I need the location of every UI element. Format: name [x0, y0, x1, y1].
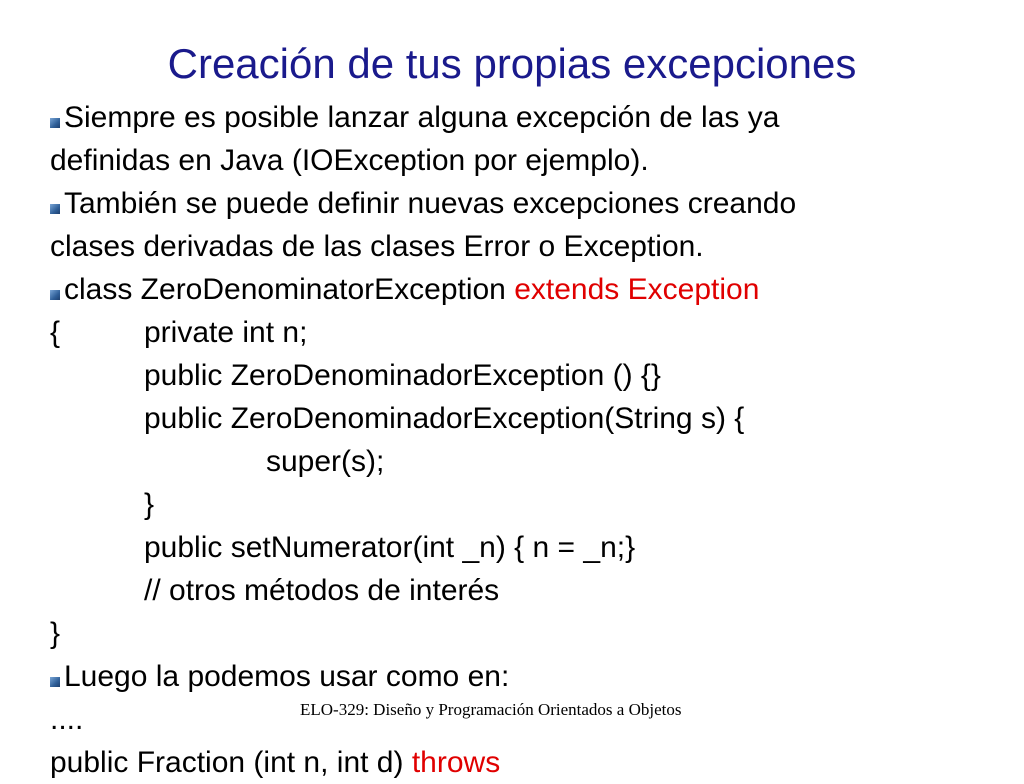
bullet-continuation [50, 139, 1024, 182]
code-line [50, 741, 1024, 784]
square-bullet-icon [50, 204, 60, 214]
bullet-line [50, 96, 1024, 139]
code-ellipsis: .... [50, 703, 84, 736]
bullet-line [50, 655, 1024, 698]
open-brace: { [50, 316, 61, 349]
class-declaration: class ZeroDenominatorException [64, 273, 515, 306]
code-line [50, 440, 1024, 483]
throws-keyword: throws [411, 746, 501, 779]
usage-intro: Luego la podemos usar como en: [64, 660, 510, 693]
code-class-declaration [50, 268, 1024, 311]
code-comment: // otros métodos de interés [144, 574, 500, 607]
code-line [50, 311, 1024, 354]
bullet-text: También se puede definir nuevas excepciones creando [64, 187, 797, 220]
code-line [50, 612, 1024, 655]
code-constructor: public ZeroDenominadorException(String s) { [144, 402, 745, 435]
extends-keyword: extends Exception [514, 273, 760, 306]
square-bullet-icon [50, 118, 60, 128]
code-field: private int n; [144, 316, 308, 349]
code-super-call: super(s); [266, 445, 385, 478]
close-brace: } [50, 617, 61, 650]
code-constructor: public ZeroDenominadorException () {} [144, 359, 661, 392]
slide-title: Creación de tus propias excepciones [167, 40, 857, 87]
square-bullet-icon [50, 290, 60, 300]
code-line [50, 354, 1024, 397]
slide-footer: ELO-329: Diseño y Programación Orientados a Objetos [300, 700, 682, 719]
slide-body [50, 96, 1024, 784]
code-line [50, 483, 1024, 526]
code-line [50, 569, 1024, 612]
fraction-signature: public Fraction (int n, int d) [50, 746, 412, 779]
bullet-text: clases derivadas de las clases Error o Exception. [50, 230, 704, 263]
bullet-text: Siempre es posible lanzar alguna excepción de las ya [64, 101, 780, 134]
bullet-line [50, 182, 1024, 225]
close-inner-brace: } [144, 488, 155, 521]
square-bullet-icon [50, 677, 60, 687]
code-setter: public setNumerator(int _n) { n = _n;} [144, 531, 636, 564]
code-line [50, 397, 1024, 440]
bullet-continuation [50, 225, 1024, 268]
code-line [50, 526, 1024, 569]
bullet-text: definidas en Java (IOException por ejemplo). [50, 144, 649, 177]
